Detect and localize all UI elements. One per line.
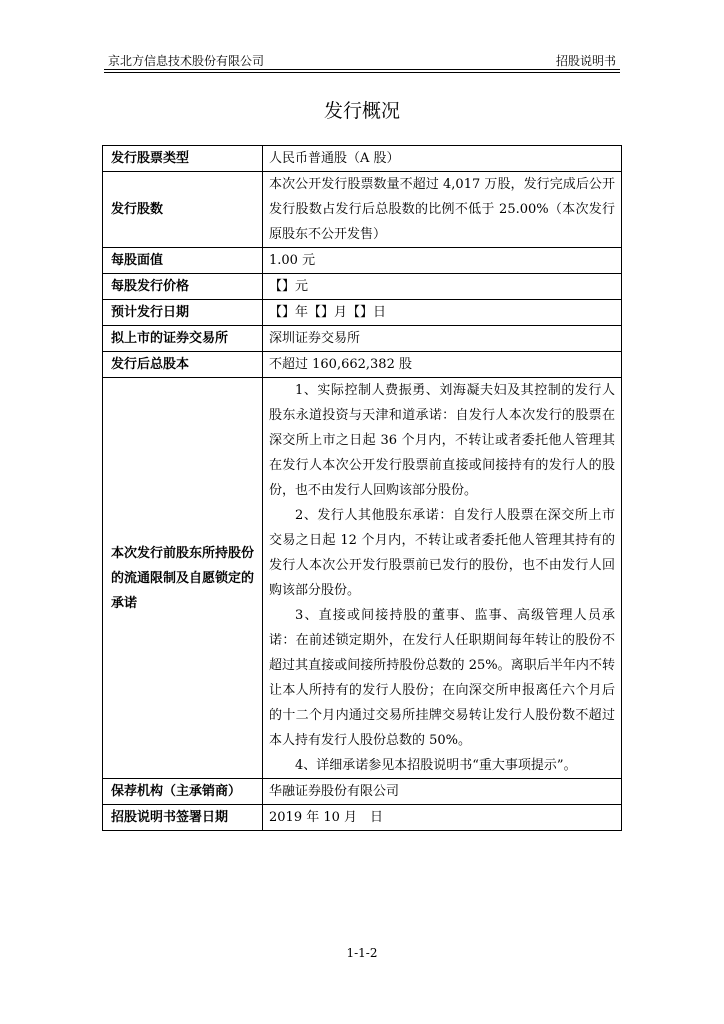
value-sign-date: 2019 年 10 月 日 [263, 805, 622, 831]
offering-overview-table [102, 145, 622, 831]
table-row [103, 805, 622, 831]
label-price: 每股发行价格 [103, 274, 263, 300]
value-date: 【】年【】月【】日 [263, 300, 622, 326]
lockup-paragraph-1: 1、实际控制人费振勇、刘海凝夫妇及其控制的发行人股东永道投资与天津和道承诺：自发行人本次发行的股票在深交所上市之日起 36 个月内，不转让或者委托他人管理其在发行人本次公开发行股票前直接或间接持有的发行人的股份，也不由发行人回购该部分股份。 [269, 383, 615, 498]
table-row [103, 172, 622, 248]
table-row [103, 378, 622, 779]
lockup-paragraph-3: 3、直接或间接持股的董事、监事、高级管理人员承诺：在前述锁定期外，在发行人任职期间每年转让的股份不超过其直接或间接所持股份总数的 25%。离职后半年内不转让本人所持有的发行人股份；在向深交所申报离任六个月后的十二个月内通过交易所挂牌交易转让发行人股份数不超过本人持有发行人股份总数的 50%。 [269, 608, 615, 748]
value-par-value: 1.00 元 [263, 248, 622, 274]
value-total-shares: 不超过 160,662,382 股 [263, 352, 622, 378]
value-price: 【】元 [263, 274, 622, 300]
page-number: 1-1-2 [346, 946, 378, 960]
table-row [103, 248, 622, 274]
header-company-name: 京北方信息技术股份有限公司 [108, 54, 265, 68]
value-lockup [263, 378, 622, 779]
label-par-value: 每股面值 [103, 248, 263, 274]
table-row [103, 326, 622, 352]
label-shares: 发行股数 [103, 172, 263, 248]
label-stock-type: 发行股票类型 [103, 146, 263, 172]
header-doc-type: 招股说明书 [555, 54, 616, 68]
lockup-paragraph-2: 2、发行人其他股东承诺：自发行人股票在深交所上市交易之日起 12 个月内，不转让或者委托他人管理其持有的发行人本次公开发行股票前已发行的股份，也不由发行人回购该部分股份。 [269, 508, 615, 598]
header-rule [104, 69, 620, 73]
lockup-paragraph-4: 4、详细承诺参见本招股说明书“重大事项提示”。 [295, 758, 577, 773]
value-shares: 本次公开发行股票数量不超过 4,017 万股，发行完成后公开发行股数占发行后总股数的比例不低于 25.00%（本次发行原股东不公开发售） [263, 172, 622, 248]
label-lockup: 本次发行前股东所持股份的流通限制及自愿锁定的承诺 [103, 378, 263, 779]
table-row [103, 146, 622, 172]
label-sign-date: 招股说明书签署日期 [103, 805, 263, 831]
table-row [103, 779, 622, 805]
table-row [103, 274, 622, 300]
label-sponsor: 保荐机构（主承销商） [103, 779, 263, 805]
table-row [103, 352, 622, 378]
value-sponsor: 华融证券股份有限公司 [263, 779, 622, 805]
value-stock-type: 人民币普通股（A 股） [263, 146, 622, 172]
page-title: 发行概况 [323, 100, 400, 122]
page-header [104, 50, 620, 70]
value-exchange: 深圳证券交易所 [263, 326, 622, 352]
label-date: 预计发行日期 [103, 300, 263, 326]
label-exchange: 拟上市的证券交易所 [103, 326, 263, 352]
label-total-shares: 发行后总股本 [103, 352, 263, 378]
table-row [103, 300, 622, 326]
